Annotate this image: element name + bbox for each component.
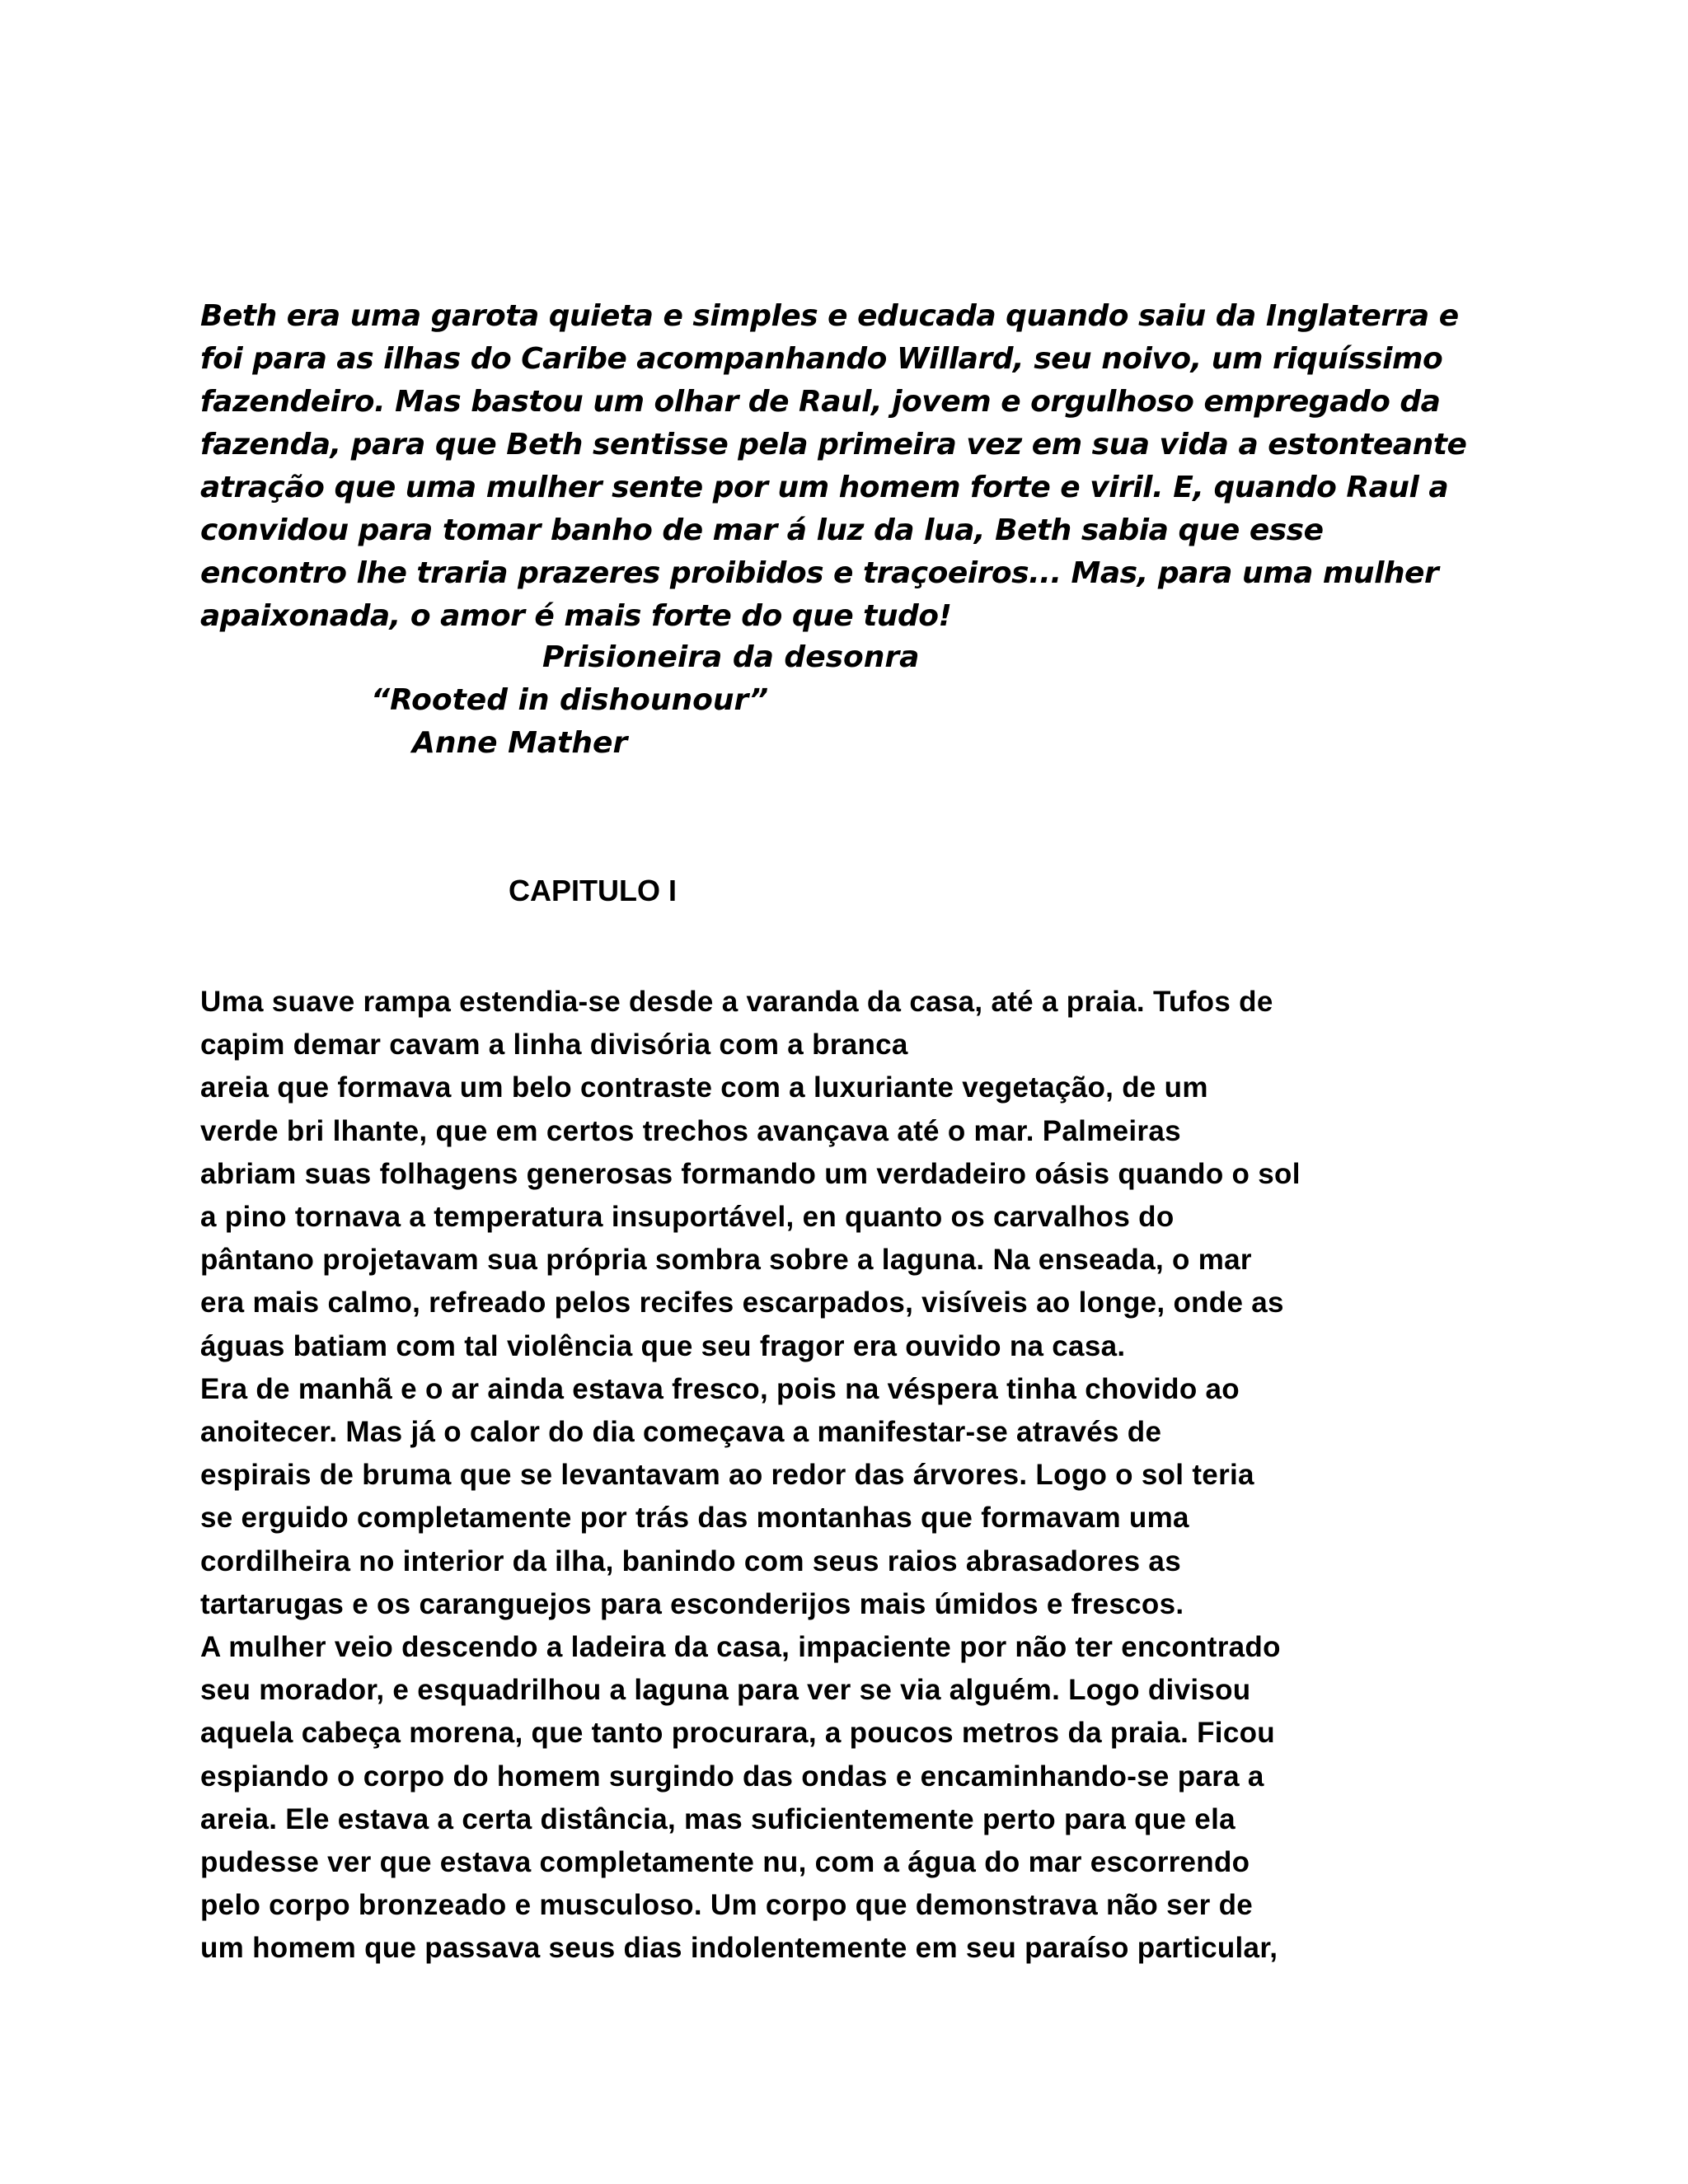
body-line: pântano projetavam sua própria sombra sobre a laguna. Na enseada, o mar bbox=[200, 1244, 1252, 1277]
blurb-line: atração que uma mulher sente por um homem forte e viril. E, quando Raul a bbox=[200, 471, 1449, 504]
body-line: cordilheira no interior da ilha, banindo com seus raios abrasadores as bbox=[200, 1544, 1181, 1577]
blurb-line: convidou para tomar banho de mar á luz da lua, Beth sabia que esse bbox=[200, 513, 1324, 547]
body-line: pudesse ver que estava completamente nu, com a água do mar escorrendo bbox=[200, 1846, 1250, 1879]
body-line: pelo corpo bronzeado e musculoso. Um corpo que demonstrava não ser de bbox=[200, 1889, 1254, 1922]
blurb-line: foi para as ilhas do Caribe acompanhando Willard, seu noivo, um riquíssimo bbox=[200, 342, 1443, 376]
original-title: “Rooted in dishounour” bbox=[371, 683, 769, 717]
body-line: Era de manhã e o ar ainda estava fresco, pois na véspera tinha chovido ao bbox=[200, 1372, 1240, 1405]
body-line: A mulher veio descendo a ladeira da casa, impaciente por não ter encontrado bbox=[200, 1631, 1281, 1664]
blurb-line: fazenda, para que Beth sentisse pela primeira vez em sua vida a estonteante bbox=[200, 428, 1467, 462]
body-line: abriam suas folhagens generosas formando um verdadeiro oásis quando o sol bbox=[200, 1157, 1301, 1190]
body-line: a pino tornava a temperatura insuportável, en quanto os carvalhos do bbox=[200, 1201, 1175, 1234]
chapter-heading: CAPITULO I bbox=[509, 874, 677, 907]
book-blurb bbox=[200, 295, 1503, 638]
blurb-line: apaixonada, o amor é mais forte do que tudo! bbox=[200, 599, 952, 633]
body-line: areia. Ele estava a certa distância, mas suficientemente perto para que ela bbox=[200, 1802, 1236, 1835]
body-line: anoitecer. Mas já o calor do dia começava a manifestar-se através de bbox=[200, 1416, 1162, 1449]
body-line: tartarugas e os caranguejos para esconderijos mais úmidos e frescos. bbox=[200, 1587, 1184, 1620]
body-line: era mais calmo, refreado pelos recifes escarpados, visíveis ao longe, onde as bbox=[200, 1286, 1284, 1319]
body-line: areia que formava um belo contraste com a luxuriante vegetação, de um bbox=[200, 1071, 1208, 1104]
body-line: seu morador, e esquadrilhou a laguna para ver se via alguém. Logo divisou bbox=[200, 1674, 1251, 1707]
blurb-line: encontro lhe traria prazeres proibidos e traçoeiros... Mas, para uma mulher bbox=[200, 556, 1439, 590]
body-line: capim demar cavam a linha divisória com a branca bbox=[200, 1029, 908, 1062]
book-title: Prisioneira da desonra bbox=[542, 640, 920, 674]
body-line: aquela cabeça morena, que tanto procurara, a poucos metros da praia. Ficou bbox=[200, 1717, 1275, 1750]
body-line: um homem que passava seus dias indolentemente em seu paraíso particular, bbox=[200, 1932, 1278, 1965]
blurb-line: fazendeiro. Mas bastou um olhar de Raul, jovem e orgulhoso empregado da bbox=[200, 385, 1441, 419]
body-line: verde bri lhante, que em certos trechos avançava até o mar. Palmeiras bbox=[200, 1114, 1181, 1147]
body-line: Uma suave rampa estendia-se desde a varanda da casa, até a praia. Tufos de bbox=[200, 986, 1273, 1018]
chapter-body bbox=[200, 981, 1503, 1971]
blurb-line: Beth era uma garota quieta e simples e educada quando saiu da Inglaterra e bbox=[200, 299, 1459, 333]
body-line: se erguido completamente por trás das montanhas que formavam uma bbox=[200, 1502, 1189, 1535]
body-line: águas batiam com tal violência que seu fragor era ouvido na casa. bbox=[200, 1329, 1126, 1362]
body-line: espirais de bruma que se levantavam ao redor das árvores. Logo o sol teria bbox=[200, 1459, 1254, 1492]
body-line: espiando o corpo do homem surgindo das ondas e encaminhando-se para a bbox=[200, 1760, 1264, 1793]
author-name: Anne Mather bbox=[412, 726, 628, 760]
